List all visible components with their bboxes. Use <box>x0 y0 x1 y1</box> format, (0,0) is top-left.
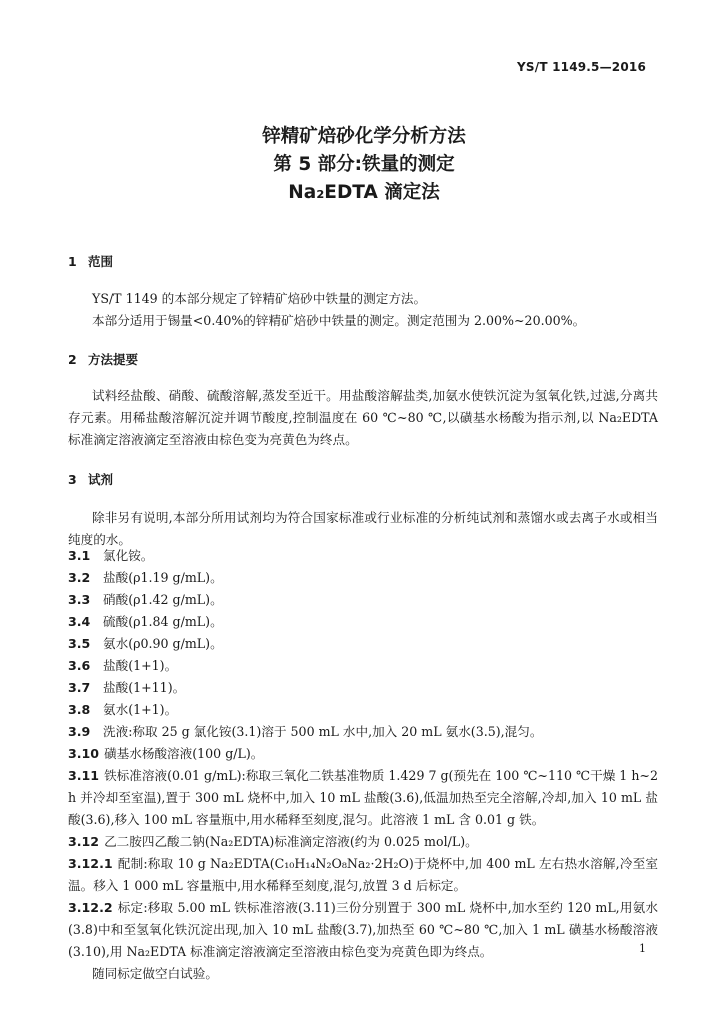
reagent-item <box>68 567 658 589</box>
item-number: 3.4 <box>68 614 91 629</box>
item-text: 磺基水杨酸溶液(100 g/L)。 <box>104 746 264 761</box>
item-text: 配制:称取 10 g Na₂EDTA(C₁₀H₁₄N₂O₈Na₂·2H₂O)于烧杯中,加 400 mL 左右热水溶解,冷至室温。移入 1 000 mL 容量瓶中,用水稀释至刻度,混匀,放置 3 d 后标定。 <box>68 856 658 893</box>
method-paragraph: 试料经盐酸、硝酸、硫酸溶解,蒸发至近干。用盐酸溶解盐类,加氨水使铁沉淀为氢氧化铁,过滤,分离共存元素。用稀盐酸溶解沉淀并调节酸度,控制温度在 60 ℃~80 ℃,以磺基水杨酸为指示剂,以 Na₂EDTA 标准滴定溶液滴定至溶液由棕色变为亮黄色为终点。 <box>68 388 658 447</box>
item-text: 洗液:称取 25 g 氯化铵(3.1)溶于 500 mL 水中,加入 20 mL 氨水(3.5),混匀。 <box>103 724 543 739</box>
section-number: 2 <box>68 352 77 367</box>
section-number: 3 <box>68 472 77 487</box>
item-text: 标定:移取 5.00 mL 铁标准溶液(3.11)三份分别置于 300 mL 烧杯中,加水至约 120 mL,用氨水(3.8)中和至氢氧化铁沉淀出现,加入 10 mL 盐酸(3.7),加热至 60 ℃~80 ℃,加入 1 mL 磺基水杨酸溶液(3.10),用 Na₂EDTA 标准滴定溶液滴定至溶液由棕色变为亮黄色即为终点。 <box>68 900 658 959</box>
reagent-item <box>68 611 658 633</box>
blank-test-note: 随同标定做空白试验。 <box>92 966 218 981</box>
item-number: 3.10 <box>68 746 100 761</box>
item-text: 氨水(1+1)。 <box>103 702 178 717</box>
reagent-item <box>68 677 658 699</box>
section-heading-scope <box>68 252 113 270</box>
section-number: 1 <box>68 254 77 269</box>
reagent-item <box>68 853 658 897</box>
reagent-item <box>68 765 658 831</box>
item-text: 氨水(ρ0.90 g/mL)。 <box>103 636 223 651</box>
reagent-item <box>68 655 658 677</box>
reagent-item <box>68 589 658 611</box>
item-number: 3.6 <box>68 658 91 673</box>
page-number: 1 <box>639 942 646 955</box>
item-number: 3.8 <box>68 702 91 717</box>
item-number: 3.9 <box>68 724 91 739</box>
item-number: 3.2 <box>68 570 91 585</box>
item-text: 硫酸(ρ1.84 g/mL)。 <box>103 614 223 629</box>
section-heading-reagents <box>68 470 113 488</box>
item-number: 3.12.1 <box>68 856 113 871</box>
section-heading-method <box>68 350 138 368</box>
item-number: 3.7 <box>68 680 91 695</box>
item-number: 3.5 <box>68 636 91 651</box>
item-text: 盐酸(ρ1.19 g/mL)。 <box>103 570 223 585</box>
reagent-item <box>68 831 658 853</box>
section-title: 范围 <box>88 254 114 269</box>
item-text: 硝酸(ρ1.42 g/mL)。 <box>103 592 223 607</box>
item-text: 铁标准溶液(0.01 g/mL):称取三氧化二铁基准物质 1.429 7 g(预先在 100 ℃~110 ℃干燥 1 h~2 h 并冷却至室温),置于 300 mL 烧杯中,加入 10 mL 盐酸(3.6),低温加热至完全溶解,冷却,加入 10 mL 盐酸(3.6),移入 100 mL 容量瓶中,用水稀释至刻度,混匀。此溶液 1 mL 含 0.01 g 铁。 <box>68 768 658 827</box>
scope-paragraph-1: YS/T 1149 的本部分规定了锌精矿焙砂中铁量的测定方法。 <box>92 291 427 306</box>
reagent-item <box>68 699 658 721</box>
title-line-2: 第 5 部分:铁量的测定 <box>273 154 455 175</box>
standard-code: YS/T 1149.5—2016 <box>517 60 646 74</box>
title-line-1: 锌精矿焙砂化学分析方法 <box>262 126 466 147</box>
item-text: 盐酸(1+1)。 <box>103 658 178 673</box>
section-title: 方法提要 <box>88 352 139 367</box>
item-number: 3.11 <box>68 768 100 783</box>
reagent-item <box>68 743 658 765</box>
title-line-3: Na₂EDTA 滴定法 <box>288 182 440 203</box>
section-title: 试剂 <box>88 472 114 487</box>
item-number: 3.3 <box>68 592 91 607</box>
document-title <box>0 123 728 207</box>
reagent-item <box>68 721 658 743</box>
reagent-item <box>68 897 658 963</box>
reagents-intro: 除非另有说明,本部分所用试剂均为符合国家标准或行业标准的分析纯试剂和蒸馏水或去离子水或相当纯度的水。 <box>68 510 658 547</box>
item-number: 3.1 <box>68 548 91 563</box>
item-number: 3.12.2 <box>68 900 113 915</box>
reagent-item <box>68 633 658 655</box>
reagent-item <box>68 545 658 567</box>
scope-paragraph-2: 本部分适用于锡量<0.40%的锌精矿焙砂中铁量的测定。测定范围为 2.00%~20.00%。 <box>92 313 586 328</box>
item-text: 盐酸(1+11)。 <box>103 680 186 695</box>
item-text: 乙二胺四乙酸二钠(Na₂EDTA)标准滴定溶液(约为 0.025 mol/L)。 <box>104 834 478 849</box>
item-text: 氯化铵。 <box>103 548 154 563</box>
item-number: 3.12 <box>68 834 100 849</box>
